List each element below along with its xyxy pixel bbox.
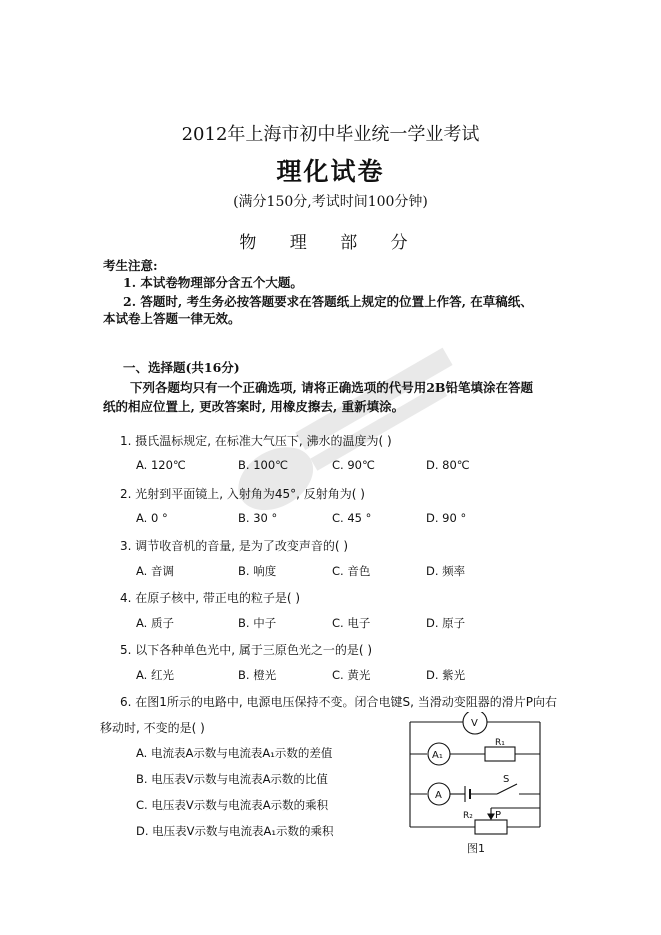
option-c: C. 电压表V示数与电流表A示数的乘积 bbox=[136, 798, 329, 812]
option-d: D. 电压表V示数与电流表A₁示数的乘积 bbox=[136, 824, 334, 838]
rheostat-r2-label: R₂ bbox=[463, 811, 473, 821]
option-a: A. 质子 bbox=[136, 616, 174, 630]
switch-symbol bbox=[497, 784, 517, 794]
option-a: A. 红光 bbox=[136, 668, 174, 682]
option-d: D. 90 ° bbox=[426, 511, 467, 525]
option-d: D. 频率 bbox=[426, 564, 466, 578]
option-b: B. 电压表V示数与电流表A示数的比值 bbox=[136, 772, 328, 786]
option-b: B. 响度 bbox=[238, 564, 277, 578]
option-a: A. 0 ° bbox=[136, 511, 168, 525]
option-c: C. 音色 bbox=[332, 564, 371, 578]
ammeter-a-label: A bbox=[435, 790, 442, 801]
option-d: D. 80℃ bbox=[426, 458, 470, 472]
ammeter-a1-label: A₁ bbox=[432, 750, 443, 761]
question-stem-line1: 6. 在图1所示的电路中, 电源电压保持不变。闭合电键S, 当滑动变阻器的滑片P向右 bbox=[120, 695, 558, 709]
option-b: B. 100℃ bbox=[238, 458, 289, 472]
option-c: C. 黄光 bbox=[332, 668, 371, 682]
question-stem: 1. 摄氏温标规定, 在标准大气压下, 沸水的温度为( ) bbox=[120, 434, 392, 448]
option-b: B. 橙光 bbox=[238, 668, 277, 682]
notice-item-2-line2: 本试卷上答题一律无效。 bbox=[103, 311, 241, 326]
option-c: C. 电子 bbox=[332, 616, 371, 630]
notice-heading: 考生注意: bbox=[103, 258, 158, 273]
rheostat-r2-symbol bbox=[475, 820, 507, 834]
resistor-r1-symbol bbox=[485, 747, 515, 761]
circuit-diagram bbox=[405, 712, 550, 857]
option-a: A. 120℃ bbox=[136, 458, 186, 472]
notice-item-2-line1: 2. 答题时, 考生务必按答题要求在答题纸上规定的位置上作答, 在草稿纸、 bbox=[123, 294, 533, 309]
question-stem: 3. 调节收音机的音量, 是为了改变声音的( ) bbox=[120, 539, 349, 553]
figure-caption: 图1 bbox=[467, 842, 485, 855]
option-b: B. 30 ° bbox=[238, 511, 278, 525]
option-a: A. 电流表A示数与电流表A₁示数的差值 bbox=[136, 746, 333, 760]
question-stem: 4. 在原子核中, 带正电的粒子是( ) bbox=[120, 591, 301, 605]
option-a: A. 音调 bbox=[136, 564, 174, 578]
option-d: D. 原子 bbox=[426, 616, 466, 630]
part1-instruction-line2: 纸的相应位置上, 更改答案时, 用橡皮擦去, 重新填涂。 bbox=[103, 399, 405, 414]
option-d: D. 紫光 bbox=[426, 668, 466, 682]
question-stem: 5. 以下各种单色光中, 属于三原色光之一的是( ) bbox=[120, 643, 373, 657]
switch-label: S bbox=[503, 774, 510, 785]
question-stem: 2. 光射到平面镜上, 入射角为45°, 反射角为( ) bbox=[120, 487, 365, 501]
question-stem-line2: 移动时, 不变的是( ) bbox=[100, 721, 205, 735]
option-c: C. 90℃ bbox=[332, 458, 375, 472]
section-title: 物 理 部 分 bbox=[239, 233, 422, 253]
part1-heading: 一、选择题(共16分) bbox=[123, 360, 240, 375]
option-c: C. 45 ° bbox=[332, 511, 372, 525]
part1-instruction-line1: 下列各题均只有一个正确选项, 请将正确选项的代号用2B铅笔填涂在答题 bbox=[130, 380, 533, 395]
exam-note: (满分150分,考试时间100分钟) bbox=[233, 194, 428, 210]
exam-title: 2012年上海市初中毕业统一学业考试 bbox=[181, 124, 480, 145]
notice-item-1: 1. 本试卷物理部分含五个大题。 bbox=[123, 275, 303, 290]
paper-title: 理化试卷 bbox=[276, 157, 385, 186]
resistor-r1-label: R₁ bbox=[495, 738, 505, 748]
option-b: B. 中子 bbox=[238, 616, 277, 630]
voltmeter-label: V bbox=[471, 718, 478, 729]
slider-label: P bbox=[495, 810, 502, 821]
